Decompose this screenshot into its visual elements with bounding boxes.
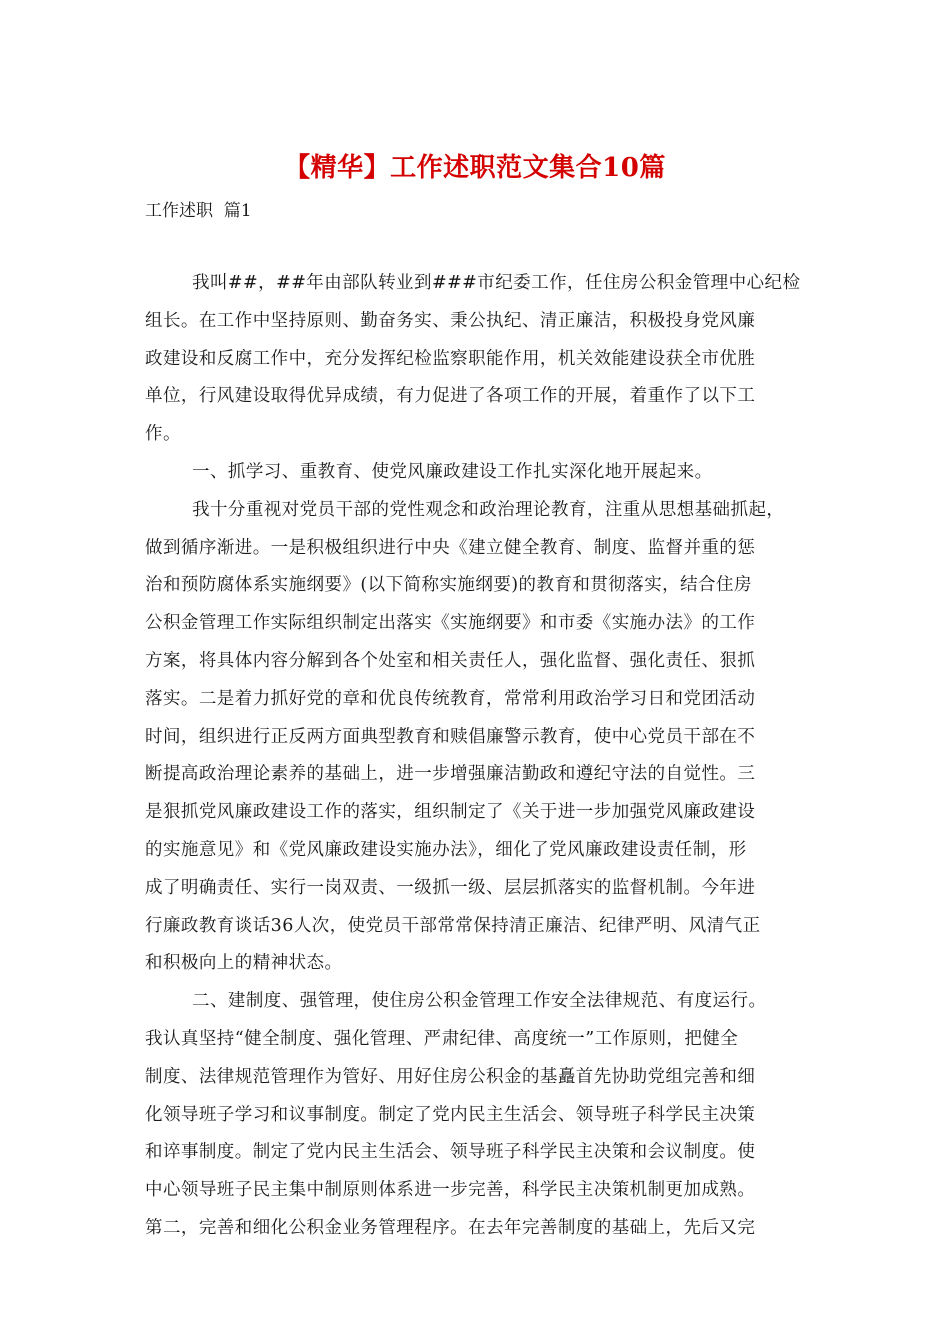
text-line: 是狠抓党风廉政建设工作的落实，组织制定了《关于进一步加强党风廉政建设	[145, 802, 756, 823]
text-line: 治和预防腐体系实施纲要》(以下简称实施纲要)的教育和贯彻落实，结合住房	[145, 575, 752, 596]
text-line: 的实施意见》和《党风廉政建设实施办法》，细化了党风廉政建设责任制，形	[145, 839, 747, 860]
text-line: 时间，组织进行正反两方面典型教育和赎倡廉警示教育，使中心党员干部在不	[145, 726, 756, 747]
text-line: 方案，将具体内容分解到各个处室和相关责任人，强化监督、强化责任、狠抓	[145, 650, 756, 671]
text-line: 我十分重视对党员干部的党性观念和政治理论教育，注重从思想基础抓起，	[192, 499, 785, 520]
text-line: 第二，完善和细化公积金业务管理程序。在去年完善制度的基础上，先后又完	[145, 1217, 756, 1238]
text-line: 我认真坚持“健全制度、强化管理、严肃纪律、高度统一”工作原则，把健全	[145, 1028, 739, 1049]
text-line: 组长。在工作中坚持原则、勤奋务实、秉公执纪、清正廉洁，积极投身党风廉	[145, 310, 756, 331]
text-line: 落实。二是着力抓好党的章和优良传统教育，常常利用政治学习日和党团活动	[145, 688, 756, 709]
document-title: 【精华】工作述职范文集合10篇	[284, 153, 666, 183]
text-line: 一、抓学习、重教育、使党风廉政建设工作扎实深化地开展起来。	[192, 461, 713, 482]
section-heading: 工作述职 篇1	[145, 201, 252, 221]
text-line: 行廉政教育谈话36人次，使党员干部常常保持清正廉洁、纪律严明、风清气正	[145, 915, 761, 936]
text-line: 成了明确责任、实行一岗双责、一级抓一级、层层抓落实的监督机制。今年进	[145, 877, 756, 898]
document-body	[145, 265, 807, 1248]
text-line: 政建设和反腐工作中，充分发挥纪检监察职能作用，机关效能建设获全市优胜	[145, 348, 756, 369]
text-line: 做到循序渐进。一是积极组织进行中央《建立健全教育、制度、监督并重的惩	[145, 537, 756, 558]
text-line: 中心领导班子民主集中制原则体系进一步完善，科学民主决策机制更加成熟。	[145, 1180, 756, 1201]
text-line: 我叫##，##年由部队转业到###市纪委工作，任住房公积金管理中心纪检	[192, 273, 801, 293]
text-line: 和谇事制度。制定了党内民主生活会、领导班子科学民主决策和会议制度。使	[145, 1142, 756, 1163]
text-line: 和积极向上的精神状态。	[145, 953, 343, 974]
text-line: 公积金管理工作实际组织制定出落实《实施纲要》和市委《实施办法》的工作	[145, 613, 756, 634]
text-line: 断提高政治理论素养的基础上，进一步增强廉洁勤政和遵纪守法的自觉性。三	[145, 764, 756, 785]
text-line: 化领导班子学习和议事制度。制定了党内民主生活会、领导班子科学民主决策	[145, 1104, 756, 1125]
text-line: 单位，行风建设取得优异成绩，有力促进了各项工作的开展，着重作了以下工	[145, 386, 756, 407]
text-line: 二、建制度、强管理，使住房公积金管理工作安全法律规范、有度运行。	[192, 991, 767, 1012]
text-line: 作。	[145, 424, 181, 445]
text-line: 制度、法律规范管理作为管好、用好住房公积金的基矗首先协助党组完善和细	[145, 1066, 756, 1087]
